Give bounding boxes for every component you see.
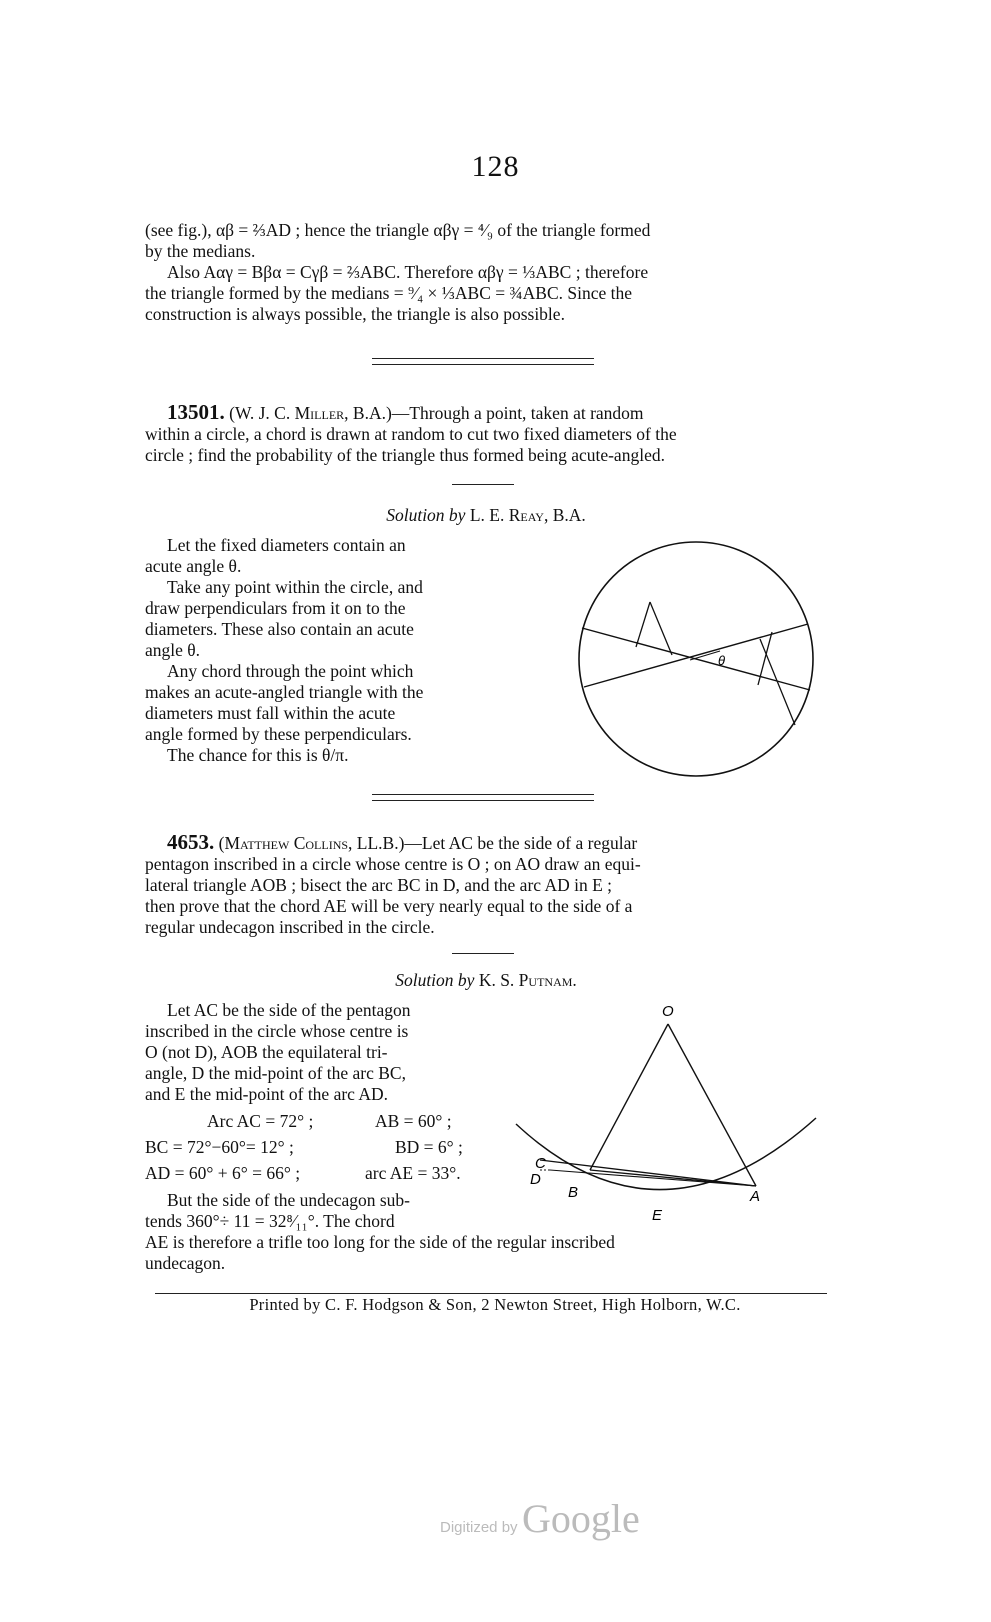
digitized-watermark: [440, 1495, 660, 1545]
line-ob: [590, 1024, 668, 1170]
closing-full-lines: [145, 1232, 827, 1274]
body-line: angle θ.: [145, 640, 201, 660]
problem-text-line: pentagon inscribed in a circle whose centre is O ; on AO draw an equi-: [145, 854, 641, 874]
eq-arc-ae: arc AE = 33°.: [365, 1163, 461, 1183]
theta-label: θ: [718, 653, 726, 668]
top-line-2: by the medians.: [145, 241, 256, 261]
google-logo: Google: [522, 1496, 640, 1541]
body-line: Let the fixed diameters contain an: [167, 535, 406, 555]
footer-rule: [155, 1293, 827, 1294]
chord-right-1: [760, 639, 795, 725]
section-divider-1: [372, 358, 594, 365]
section-divider-2: [372, 794, 594, 801]
body-line: But the side of the undecagon sub-: [167, 1190, 411, 1210]
short-divider: [452, 484, 514, 485]
body-line: undecagon.: [145, 1253, 226, 1273]
problem-text: —Let AC be the side of a regular: [404, 833, 638, 853]
solution-heading: [145, 505, 827, 526]
label-b: B: [568, 1184, 579, 1201]
problem-author: (W. J. C. Miller, B.A.): [229, 403, 392, 423]
problem-text-line: regular undecagon inscribed in the circle.: [145, 917, 435, 937]
label-d: D: [530, 1171, 541, 1188]
diameter-1: [582, 628, 810, 690]
body-line: Let AC be the side of the pentagon: [167, 1000, 411, 1020]
eq-arc-ac: Arc AC = 72° ;: [207, 1111, 314, 1131]
body-line: Any chord through the point which: [167, 661, 414, 681]
problem-text-line: then prove that the chord AE will be very nearly equal to the side of a: [145, 896, 633, 916]
problem-text-line: within a circle, a chord is drawn at random to cut two fixed diameters of the: [145, 424, 677, 444]
top-line-4: the triangle formed by the medians = ⁹⁄₄ × ⅓ABC = ¾ABC. Since the: [145, 283, 633, 303]
eq-bd: BD = 6° ;: [395, 1137, 463, 1157]
body-line: angle formed by these perpendiculars.: [145, 724, 412, 744]
diameter-2: [584, 624, 808, 687]
pentagon-figure: [510, 998, 830, 1230]
eq-bc: BC = 72°−60°= 12° ;: [145, 1137, 294, 1157]
body-line: O (not D), AOB the equilateral tri-: [145, 1042, 388, 1062]
body-line: acute angle θ.: [145, 556, 242, 576]
solution-heading: [145, 970, 827, 991]
solution-author: K. S. Putnam.: [478, 970, 577, 990]
solution-13501-body: [145, 535, 532, 766]
short-divider: [452, 953, 514, 954]
problem-text-line: lateral triangle AOB ; bisect the arc BC in D, and the arc AD in E ;: [145, 875, 613, 895]
line-oa: [668, 1024, 756, 1186]
solution-4653-body: [145, 1000, 497, 1105]
problem-13501-statement: [145, 402, 827, 466]
printer-footer: Printed by C. F. Hodgson & Son, 2 Newton Street, High Holborn, W.C.: [249, 1295, 741, 1314]
solution-label: Solution by: [386, 505, 466, 525]
problem-text-line: circle ; find the probability of the triangle thus formed being acute-angled.: [145, 445, 665, 465]
triangle-left-1: [636, 602, 650, 647]
page-number: 128: [471, 150, 520, 183]
circle-diameters-figure: [570, 535, 830, 790]
watermark-small: Digitized by: [440, 1519, 518, 1536]
eq-ab: AB = 60° ;: [375, 1111, 452, 1131]
body-line: diameters. These also contain an acute: [145, 619, 414, 639]
arc-equations: [145, 1108, 505, 1186]
body-line: inscribed in the circle whose centre is: [145, 1021, 409, 1041]
problem-number: 4653.: [167, 830, 215, 854]
label-a: A: [750, 1188, 761, 1205]
solution-label: Solution by: [395, 970, 475, 990]
body-line: angle, D the mid-point of the arc BC,: [145, 1063, 406, 1083]
line-da: [550, 1170, 756, 1186]
body-line: draw perpendiculars from it on to the: [145, 598, 406, 618]
top-line-5: construction is always possible, the triangle is also possible.: [145, 304, 565, 324]
body-line: tends 360°÷ 11 = 32⁸⁄₁₁°. The chord: [145, 1211, 395, 1231]
problem-author: (Matthew Collins, LL.B.): [218, 833, 405, 853]
top-paragraph: [145, 220, 827, 325]
body-line: makes an acute-angled triangle with the: [145, 682, 424, 702]
problem-4653-statement: [145, 832, 827, 938]
body-line: The chance for this is θ/π.: [167, 745, 349, 765]
body-line: Take any point within the circle, and: [167, 577, 423, 597]
body-line: and E the mid-point of the arc AD.: [145, 1084, 388, 1104]
solution-author: L. E. Reay, B.A.: [469, 505, 586, 525]
body-line: AE is therefore a trifle too long for the side of the regular inscribed: [145, 1232, 615, 1252]
eq-ad: AD = 60° + 6° = 66° ;: [145, 1163, 301, 1183]
closing-lines: [145, 1190, 497, 1232]
problem-text: —Through a point, taken at random: [391, 403, 644, 423]
body-line: diameters must fall within the acute: [145, 703, 396, 723]
problem-number: 13501.: [167, 400, 225, 424]
top-line-3: Also Aαγ = Bβα = Cγβ = ⅔ABC. Therefore αβγ = ⅓ABC ; therefore: [167, 262, 649, 282]
label-e: E: [652, 1207, 663, 1224]
top-line-1: (see fig.), αβ = ⅔AD ; hence the triangle αβγ = ⁴⁄₉ of the triangle formed: [145, 220, 651, 240]
line-ca: [540, 1160, 756, 1186]
label-o: O: [662, 1003, 674, 1020]
label-c: C: [535, 1155, 546, 1172]
